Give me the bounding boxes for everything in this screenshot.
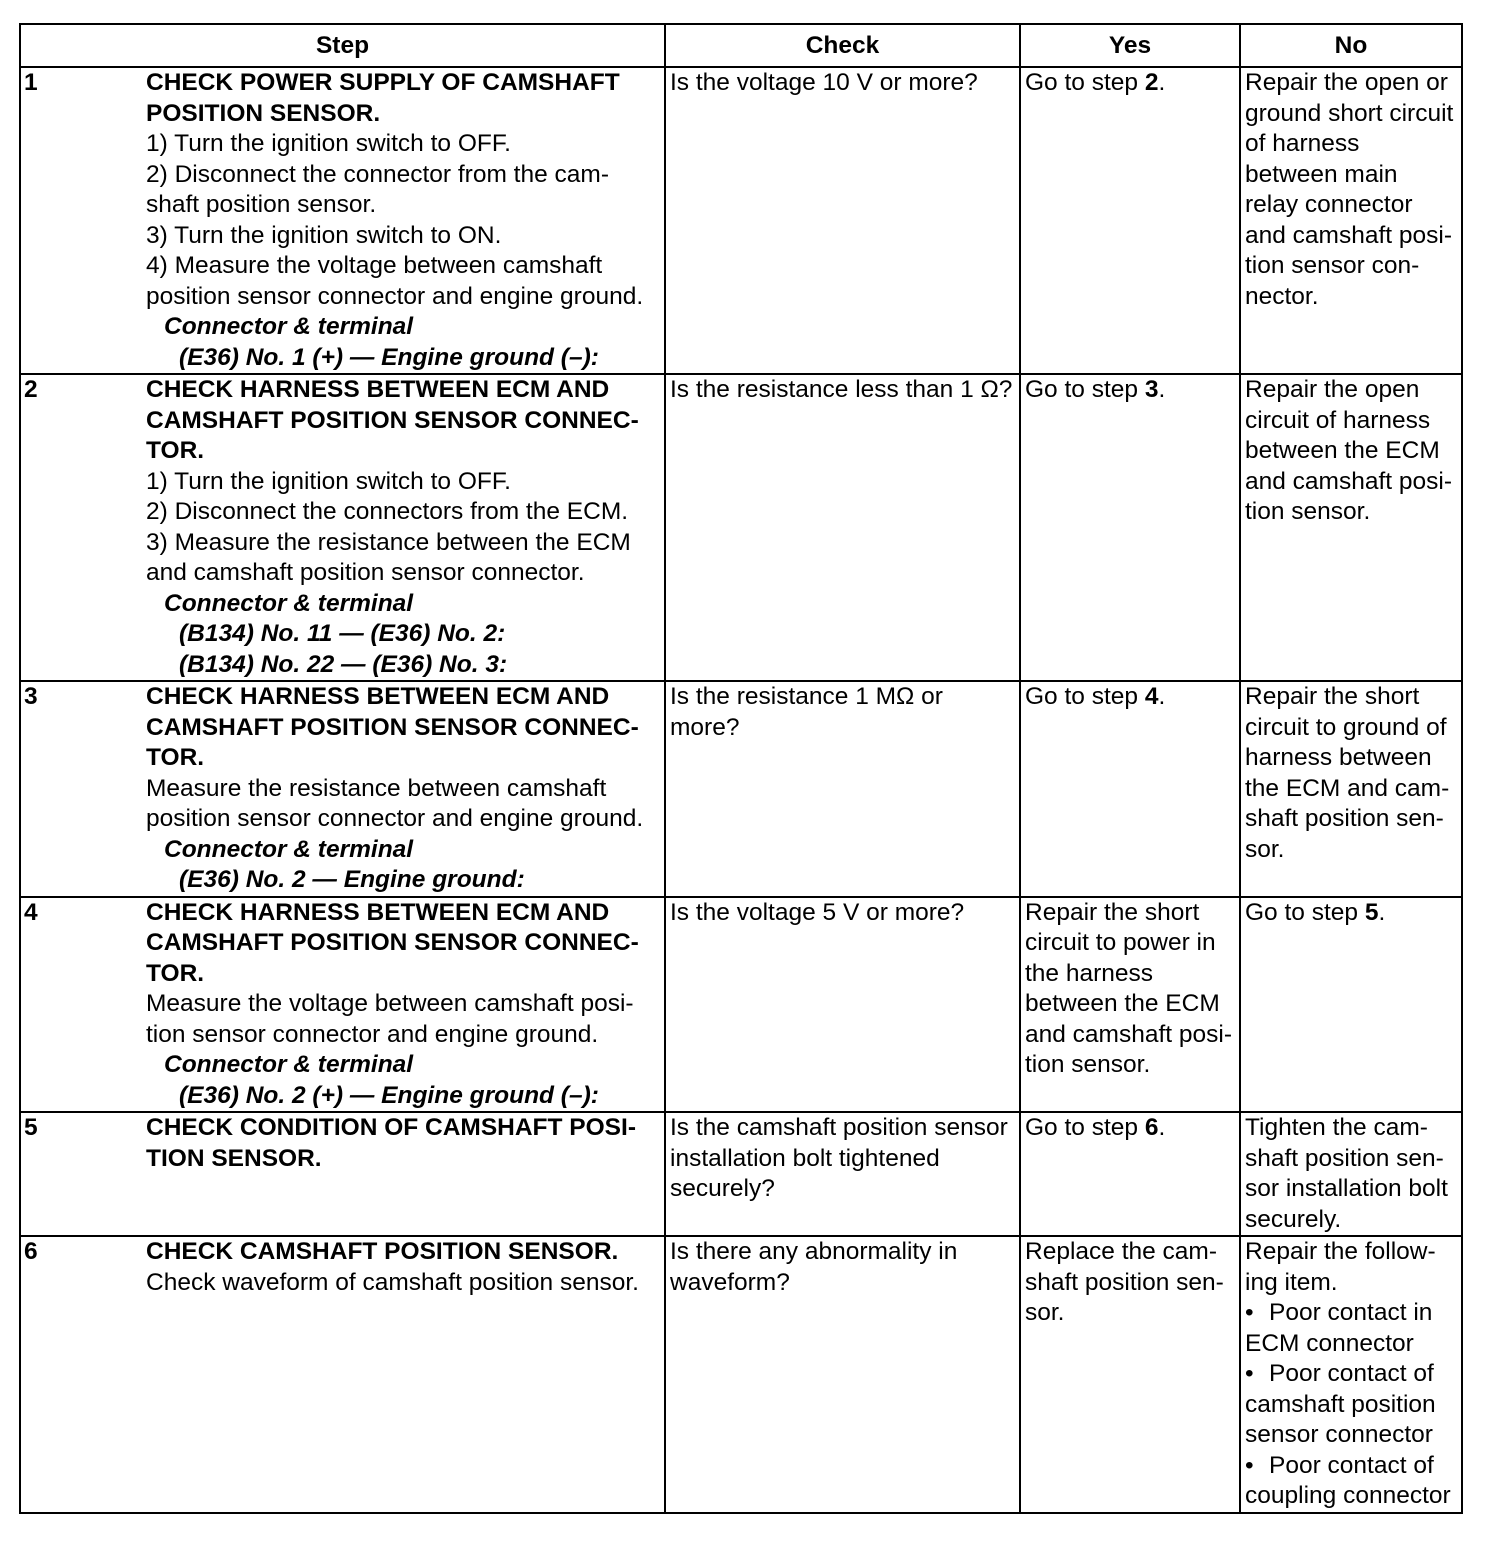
- step-instruction-line: 3) Turn the ignition switch to ON.: [146, 221, 502, 249]
- connector-terminal-spec: (E36) No. 2 (+) — Engine ground (–):: [179, 1081, 599, 1109]
- header-row: [20, 24, 1462, 67]
- bullet-item-line: ECM connector: [1245, 1329, 1414, 1357]
- check-cell: Is the camshaft position sensor installation bolt tightened securely?: [665, 1112, 1020, 1236]
- goto-period: .: [1158, 683, 1166, 710]
- step-content: [146, 1113, 661, 1174]
- no-line: sor.: [1245, 835, 1285, 863]
- yes-line: Repair the short: [1025, 898, 1200, 926]
- bullet-item-line: sensor connector: [1245, 1421, 1433, 1448]
- bullet-item-line: camshaft position: [1245, 1390, 1436, 1418]
- table-row: [20, 1112, 1462, 1236]
- yes-cell: [1020, 374, 1240, 681]
- step-instruction-line: shaft position sensor.: [146, 191, 377, 218]
- step-instruction-line: 4) Measure the voltage between camshaft: [146, 252, 603, 279]
- step-cell: [20, 1236, 665, 1513]
- no-line: Tighten the cam-: [1245, 1114, 1428, 1141]
- no-line: Repair the short: [1245, 683, 1420, 710]
- yes-line: shaft position sen-: [1025, 1268, 1224, 1296]
- bullet-item-line: • Poor contact in: [1245, 1298, 1458, 1329]
- step-instruction-line: Check waveform of camshaft position sensor.: [146, 1268, 639, 1296]
- no-cell: [1240, 681, 1462, 897]
- check-cell: Is the voltage 5 V or more?: [665, 897, 1020, 1113]
- step-number: 5: [24, 1114, 38, 1141]
- step-title-line: CHECK POWER SUPPLY OF CAMSHAFT: [146, 69, 620, 96]
- step-title-line: CHECK CAMSHAFT POSITION SENSOR.: [146, 1238, 619, 1265]
- step-number: 1: [24, 69, 38, 96]
- bullet-item-line: coupling connector: [1245, 1482, 1451, 1509]
- no-line: securely.: [1245, 1205, 1342, 1233]
- step-title-line: CHECK CONDITION OF CAMSHAFT POSI-: [146, 1114, 636, 1141]
- step-instruction-line: tion sensor connector and engine ground.: [146, 1020, 599, 1048]
- step-title-line: CHECK HARNESS BETWEEN ECM AND: [146, 898, 610, 926]
- bullet-item-line: • Poor contact of: [1245, 1359, 1458, 1390]
- step-title-line: POSITION SENSOR.: [146, 99, 381, 127]
- table-row: [20, 67, 1462, 374]
- step-instruction-line: Measure the voltage between camshaft posi-: [146, 990, 634, 1017]
- step-number: 2: [24, 376, 38, 403]
- step-instruction-line: 3) Measure the resistance between the ECM: [146, 528, 631, 556]
- step-content: [146, 1237, 661, 1298]
- no-line: and camshaft posi-: [1245, 467, 1452, 495]
- yes-line: circuit to power in: [1025, 929, 1216, 956]
- no-line: ing item.: [1245, 1268, 1338, 1296]
- goto-text: [1025, 68, 1236, 99]
- goto-period: .: [1158, 1114, 1166, 1141]
- connector-terminal-label: Connector & terminal: [164, 1051, 414, 1078]
- step-cell: [20, 374, 665, 681]
- goto-text: [1025, 682, 1236, 713]
- connector-terminal-label: Connector & terminal: [164, 589, 414, 617]
- connector-terminal-spec: (E36) No. 2 — Engine ground:: [179, 866, 525, 893]
- no-line: circuit of harness: [1245, 406, 1431, 434]
- no-line: ground short circuit: [1245, 99, 1454, 127]
- step-cell: [20, 897, 665, 1113]
- connector-terminal-label: Connector & terminal: [164, 313, 414, 340]
- connector-terminal-spec: (B134) No. 11 — (E36) No. 2:: [179, 620, 506, 647]
- no-cell: [1240, 67, 1462, 374]
- no-line: tion sensor.: [1245, 498, 1371, 525]
- step-content: [146, 375, 661, 680]
- goto-period: .: [1378, 898, 1386, 926]
- no-cell: [1240, 374, 1462, 681]
- goto-text: [1245, 898, 1458, 929]
- no-line: between main: [1245, 160, 1398, 188]
- step-content: [146, 682, 661, 896]
- step-cell: [20, 1112, 665, 1236]
- connector-terminal-label: Connector & terminal: [164, 835, 414, 863]
- no-cell: [1240, 1236, 1462, 1513]
- no-line: Repair the follow-: [1245, 1238, 1436, 1265]
- yes-line: sor.: [1025, 1299, 1065, 1326]
- step-instruction-line: 1) Turn the ignition switch to OFF.: [146, 467, 511, 495]
- goto-step-number: 4: [1144, 683, 1159, 710]
- step-title-line: CAMSHAFT POSITION SENSOR CONNEC-: [146, 713, 639, 741]
- no-line: sor installation bolt: [1245, 1175, 1448, 1202]
- check-cell: Is the resistance less than 1 Ω?: [665, 374, 1020, 681]
- yes-line: and camshaft posi-: [1025, 1020, 1232, 1048]
- step-instruction-line: and camshaft position sensor connector.: [146, 559, 585, 586]
- no-cell: [1240, 1112, 1462, 1236]
- no-line: circuit to ground of: [1245, 713, 1447, 741]
- step-title-line: CHECK HARNESS BETWEEN ECM AND: [146, 376, 610, 403]
- goto-label: Go to step: [1025, 683, 1145, 710]
- step-content: [146, 898, 661, 1112]
- no-line: relay connector: [1245, 191, 1413, 218]
- table-row: [20, 681, 1462, 897]
- goto-step-number: 2: [1144, 69, 1159, 96]
- step-title-line: CAMSHAFT POSITION SENSOR CONNEC-: [146, 406, 639, 434]
- yes-cell: [1020, 1236, 1240, 1513]
- no-line: and camshaft posi-: [1245, 221, 1452, 249]
- yes-cell: [1020, 67, 1240, 374]
- no-line: the ECM and cam-: [1245, 774, 1450, 802]
- header-step: Step: [20, 24, 665, 67]
- header-check: Check: [665, 24, 1020, 67]
- table-row: [20, 897, 1462, 1113]
- step-cell: [20, 67, 665, 374]
- step-instruction-line: 2) Disconnect the connector from the cam-: [146, 160, 609, 188]
- bullet-item-line: • Poor contact of: [1245, 1451, 1458, 1482]
- yes-line: Replace the cam-: [1025, 1238, 1218, 1265]
- diagnostic-table: [19, 23, 1463, 1514]
- yes-line: the harness: [1025, 959, 1154, 987]
- goto-label: Go to step: [1025, 69, 1145, 96]
- yes-cell: [1020, 1112, 1240, 1236]
- step-instruction-line: Measure the resistance between camshaft: [146, 774, 607, 802]
- no-line: nector.: [1245, 282, 1319, 310]
- no-line: harness between: [1245, 744, 1432, 771]
- check-cell: Is the voltage 10 V or more?: [665, 67, 1020, 374]
- goto-text: [1025, 375, 1236, 406]
- step-title-line: TION SENSOR.: [146, 1144, 322, 1172]
- step-title-line: TOR.: [146, 744, 205, 771]
- no-cell: [1240, 897, 1462, 1113]
- goto-period: .: [1158, 69, 1166, 96]
- header-no: No: [1240, 24, 1462, 67]
- yes-cell: [1020, 681, 1240, 897]
- goto-period: .: [1158, 376, 1166, 403]
- step-number: 3: [24, 683, 38, 710]
- no-line: shaft position sen-: [1245, 805, 1444, 832]
- header-yes: Yes: [1020, 24, 1240, 67]
- goto-step-number: 3: [1144, 376, 1159, 403]
- connector-terminal-spec: (B134) No. 22 — (E36) No. 3:: [179, 650, 508, 678]
- yes-cell: [1020, 897, 1240, 1113]
- goto-label: Go to step: [1245, 898, 1365, 926]
- step-instruction-line: position sensor connector and engine ground.: [146, 805, 644, 832]
- step-title-line: TOR.: [146, 437, 205, 464]
- step-instruction-line: 1) Turn the ignition switch to OFF.: [146, 130, 511, 157]
- step-title-line: TOR.: [146, 959, 205, 987]
- no-line: shaft position sen-: [1245, 1144, 1444, 1172]
- no-line: Repair the open or: [1245, 69, 1448, 96]
- yes-line: between the ECM: [1025, 990, 1220, 1017]
- step-instruction-line: 2) Disconnect the connectors from the ECM.: [146, 498, 629, 525]
- no-line: tion sensor con-: [1245, 252, 1420, 279]
- no-line: between the ECM: [1245, 437, 1440, 464]
- goto-label: Go to step: [1025, 1114, 1145, 1141]
- table-row: [20, 374, 1462, 681]
- check-cell: Is there any abnormality in waveform?: [665, 1236, 1020, 1513]
- goto-text: [1025, 1113, 1236, 1144]
- step-number: 4: [24, 898, 38, 926]
- table-row: [20, 1236, 1462, 1513]
- goto-step-number: 5: [1364, 898, 1379, 926]
- goto-step-number: 6: [1144, 1114, 1159, 1141]
- connector-terminal-spec: (E36) No. 1 (+) — Engine ground (–):: [179, 343, 599, 371]
- check-cell: Is the resistance 1 MΩ or more?: [665, 681, 1020, 897]
- goto-label: Go to step: [1025, 376, 1145, 403]
- step-title-line: CHECK HARNESS BETWEEN ECM AND: [146, 683, 610, 710]
- no-line: Repair the open: [1245, 376, 1420, 403]
- no-line: of harness: [1245, 130, 1360, 157]
- step-instruction-line: position sensor connector and engine ground.: [146, 282, 644, 310]
- step-cell: [20, 681, 665, 897]
- step-number: 6: [24, 1238, 38, 1265]
- step-title-line: CAMSHAFT POSITION SENSOR CONNEC-: [146, 929, 639, 956]
- step-content: [146, 68, 661, 373]
- yes-line: tion sensor.: [1025, 1051, 1151, 1078]
